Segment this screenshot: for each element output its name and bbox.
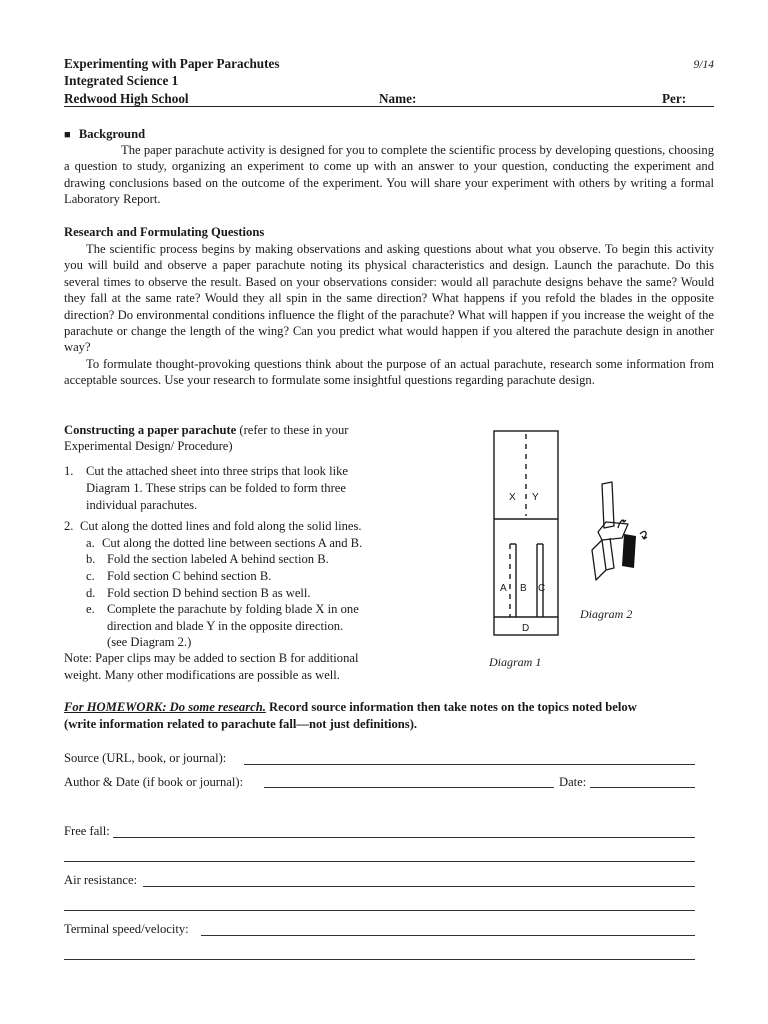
substep-a-letter: a. — [86, 536, 95, 550]
background-heading — [64, 126, 145, 143]
diagram-2-folded-blades — [598, 522, 628, 540]
diagram-1-outline — [494, 431, 558, 635]
per-label: Per: — [662, 91, 687, 106]
date-field-line[interactable] — [590, 787, 695, 788]
free-fall-line-1[interactable] — [113, 837, 695, 838]
homework-line-2: (write information related to parachute fall—not just definitions). — [64, 717, 418, 731]
diagram-2-blade-x — [592, 540, 606, 580]
research-para-1: The scientific process begins by making observations and asking questions about what you observe. To begin this activity you will build and observe a paper parachute noting its physical characteristics and design. Launch the parachute. Do this several times to observe the result. Based on your observations consider: would all parachute designs behave the same? Would they fall at the same rate? Would they all spin in the same direction? What happens if you refold the blades in the opposite direction? Do environmental conditions influence the flight of the parachute? What will happen if you increase the weight of the parachute or change the length of the wing? Can you predict what would happen if you altered the parachute design in another way? — [64, 242, 714, 355]
constructing-heading-text: Constructing a paper parachute — [64, 423, 237, 437]
substep-c-letter: c. — [86, 569, 95, 583]
air-resistance-line-2[interactable] — [64, 910, 695, 911]
research-heading: Research and Formulating Questions — [64, 225, 265, 239]
step-1-line-2: Diagram 1. These strips can be folded to form three — [86, 481, 346, 495]
diagram-1-label-b: B — [520, 583, 527, 594]
background-text: The paper parachute activity is designed for you to complete the scientific process by developing questions, choosing a question to study, organizing an experiment to come up with an answer to your question, conducting the experiment and drawing conclusions based on the outcome of the experiment. You will share your experiment with others by writing a formal Laboratory Report. — [64, 143, 714, 207]
diagram-2-top-strip — [602, 482, 614, 528]
air-resistance-label: Air resistance: — [64, 873, 138, 887]
header-underline — [64, 106, 714, 107]
free-fall-line-2[interactable] — [64, 861, 695, 862]
diagram-1-label-x: X — [509, 492, 516, 503]
date-label: Date: — [559, 775, 587, 789]
substep-d-text: Fold section D behind section B as well. — [107, 586, 311, 600]
constructing-heading-note-2: Experimental Design/ Procedure) — [64, 439, 233, 453]
step-1-line-3: individual parachutes. — [86, 498, 198, 512]
source-field-line[interactable] — [244, 764, 695, 765]
diagram-1-label-y: Y — [532, 492, 539, 503]
diagram-1-label-c: C — [538, 583, 546, 594]
substep-b-text: Fold the section labeled A behind section B. — [107, 552, 329, 566]
air-resistance-line-1[interactable] — [143, 886, 695, 887]
source-label: Source (URL, book, or journal): — [64, 751, 227, 765]
note-line-1: Note: Paper clips may be added to section B for additional — [64, 651, 359, 665]
school-name: Redwood High School — [64, 91, 189, 106]
doc-title: Experimenting with Paper Parachutes — [64, 56, 280, 71]
note-line-2: weight. Many other modifications are possible as well. — [64, 668, 340, 682]
terminal-line-2[interactable] — [64, 959, 695, 960]
diagram-1-caption: Diagram 1 — [489, 655, 542, 669]
diagram-1 — [492, 430, 562, 638]
step-1-number: 1. — [64, 464, 74, 478]
research-para-2: To formulate thought-provoking questions think about the purpose of an actual parachute, research some information from acceptable sources. Use your research to formulate some insightful questions regarding parachute design. — [64, 357, 714, 388]
substep-c-text: Fold section C behind section B. — [107, 569, 272, 583]
diagram-2-blade-y — [622, 534, 636, 568]
step-2-number: 2. — [64, 519, 74, 533]
constructing-heading-note: (refer to these in your — [236, 423, 349, 437]
step-1-line-1: Cut the attached sheet into three strips that look like — [86, 464, 348, 478]
step-2-text: Cut along the dotted lines and fold along the solid lines. — [80, 519, 362, 533]
substep-e-line-3: (see Diagram 2.) — [107, 635, 192, 649]
homework-text-1: Record source information then take notes on the topics noted below — [265, 700, 637, 714]
terminal-line-1[interactable] — [201, 935, 695, 936]
substep-a-text: Cut along the dotted line between sections A and B. — [102, 536, 363, 550]
author-label: Author & Date (if book or journal): — [64, 775, 244, 789]
substep-b-letter: b. — [86, 552, 96, 566]
diagram-1-label-a: A — [500, 583, 507, 594]
substep-e-line-1: Complete the parachute by folding blade X in one — [107, 602, 359, 616]
substep-e-letter: e. — [86, 602, 95, 616]
substep-d-letter: d. — [86, 586, 96, 600]
free-fall-label: Free fall: — [64, 824, 110, 838]
homework-lead: For HOMEWORK: Do some research. — [64, 700, 266, 714]
course-name: Integrated Science 1 — [64, 73, 179, 88]
author-field-line[interactable] — [264, 787, 554, 788]
doc-date: 9/14 — [693, 59, 714, 71]
diagram-2 — [588, 476, 658, 588]
name-label: Name: — [379, 91, 417, 106]
bullet-icon: ■ — [64, 129, 71, 141]
diagram-1-label-d: D — [522, 623, 530, 634]
terminal-label: Terminal speed/velocity: — [64, 922, 189, 936]
substep-e-line-2: direction and blade Y in the opposite direction. — [107, 619, 344, 633]
constructing-heading — [64, 422, 394, 438]
diagram-2-caption: Diagram 2 — [580, 607, 633, 621]
background-heading-text: Background — [78, 127, 146, 141]
homework-line-1 — [64, 699, 714, 715]
